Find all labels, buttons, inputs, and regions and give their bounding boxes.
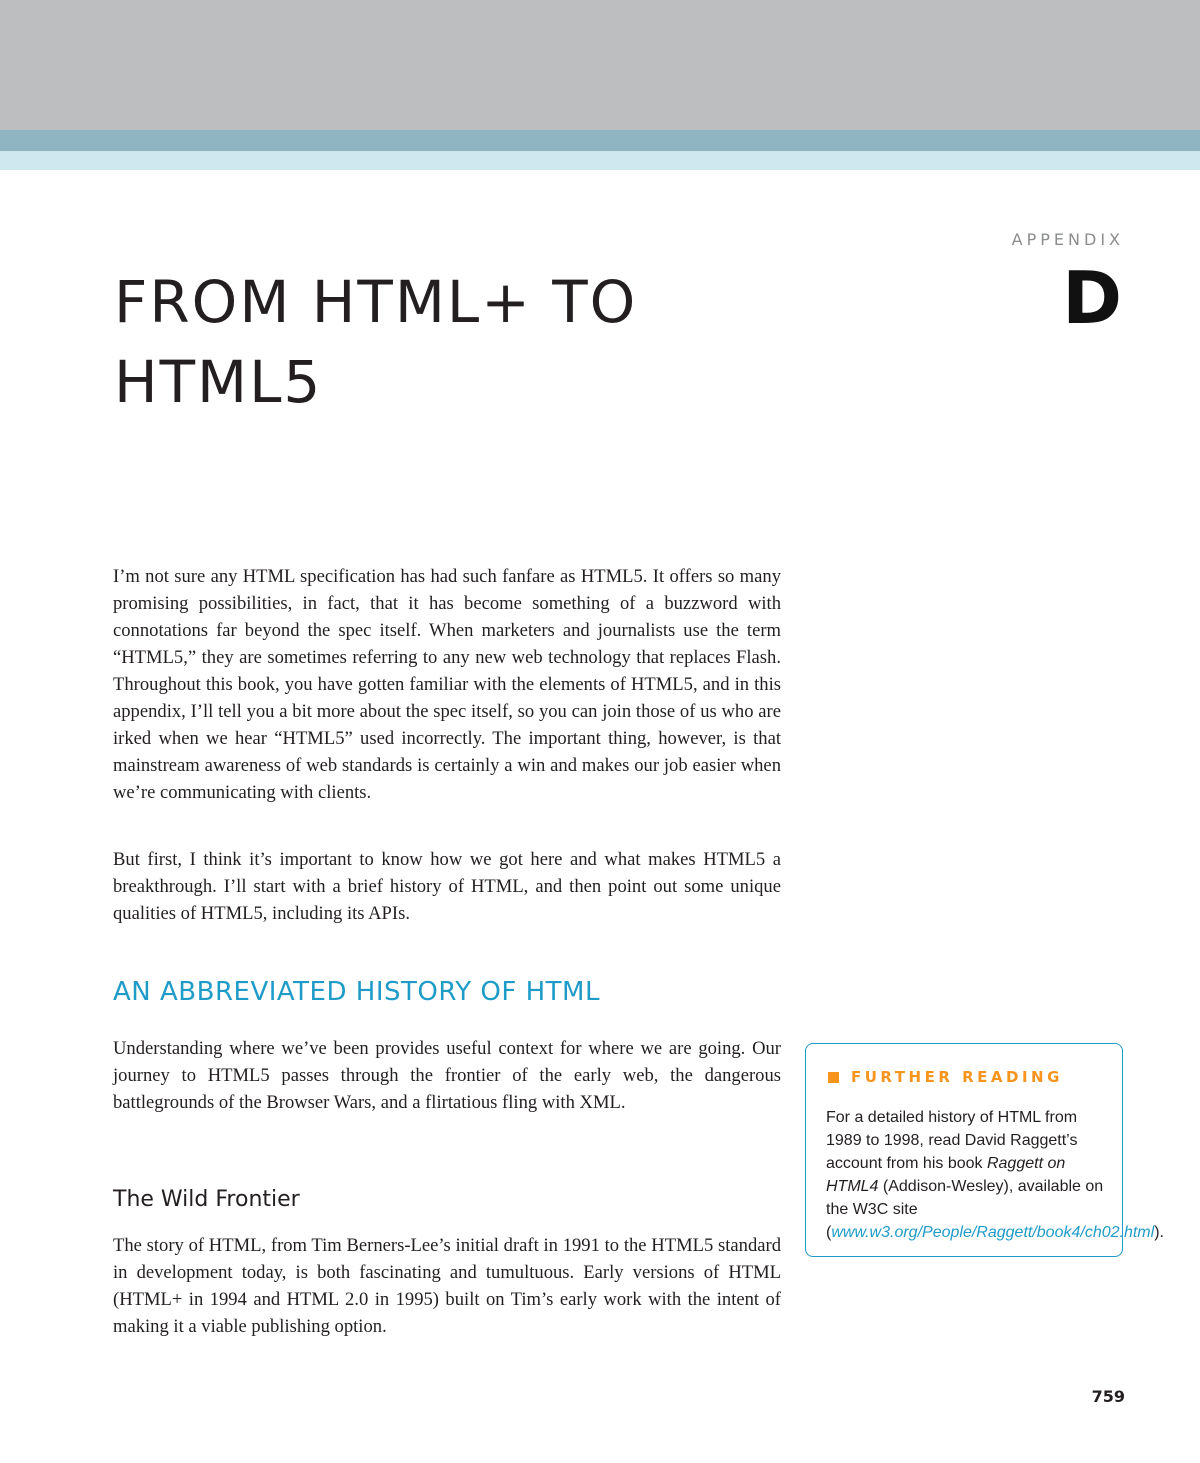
page-number: 759 [1091, 1387, 1125, 1406]
orange-square-icon [828, 1072, 839, 1083]
section-paragraph-1: Understanding where we’ve been provides useful context for where we are going. Our journey to HTML5 passes through the frontier of the early web, the dangerous battlegrounds of the Browser Wars, and a flirtatious fling with XML. [113, 1038, 781, 1113]
chapter-title-line1: FROM HTML+ TO [114, 268, 638, 336]
further-reading-sidebar [805, 1043, 1164, 1257]
sidebar-text [826, 1106, 1164, 1244]
header-band-gray [0, 0, 1200, 130]
intro-paragraph-2: But first, I think it’s important to know how we got here and what makes HTML5 a breakthrough. I’ll start with a brief history of HTML, and then point out some unique qualities of HTML5, including its APIs. [113, 849, 781, 924]
chapter-title [114, 262, 794, 422]
sidebar-text-after: ). [1154, 1224, 1164, 1241]
sidebar-header [828, 1068, 1063, 1086]
header-band-light [0, 151, 1200, 170]
appendix-label: APPENDIX [1011, 230, 1124, 249]
intro-paragraph-1: I’m not sure any HTML specification has had such fanfare as HTML5. It offers so many promising possibilities, in fact, that it has become something of a buzzword with connotations far beyond the spec itself. When marketers and journalists use the term “HTML5,” they are sometimes referring to any new web technology that replaces Flash. Throughout this book, you have gotten familiar with the elements of HTML5, and in this appendix, I’ll tell you a bit more about the spec itself, so you can join those of us who are irked when we hear “HTML5” used incorrectly. The important thing, however, is that mainstream awareness of web standards is certainly a win and makes our job easier when we’re communicating with clients. [113, 566, 781, 803]
sidebar-book-title: Raggett on HTML4 [826, 1155, 1066, 1195]
subsection-paragraph: The story of HTML, from Tim Berners-Lee’s initial draft in 1991 to the HTML5 standard in development today, is both fascinating and tumultuous. Early versions of HTML (HTML+ in 1994 and HTML 2.0 in 1995) built on Tim’s early work with the intent of making it a viable publishing option. [113, 1235, 781, 1337]
sidebar-text-before: For a detailed history of HTML from 1989 to 1998, read David Raggett’s account from his book [826, 1109, 1078, 1172]
chapter-title-line2: HTML5 [114, 348, 323, 416]
subsection-heading: The Wild Frontier [113, 1187, 300, 1212]
sidebar-text-middle: (Addison-Wesley), available on the W3C site ( [826, 1178, 1104, 1241]
sidebar-link[interactable]: www.w3.org/People/Raggett/book4/ch02.html [831, 1224, 1155, 1241]
appendix-letter: D [1062, 256, 1122, 340]
sidebar-title: FURTHER READING [851, 1068, 1063, 1086]
section-heading: AN ABBREVIATED HISTORY OF HTML [113, 977, 600, 1007]
header-band-teal [0, 130, 1200, 151]
